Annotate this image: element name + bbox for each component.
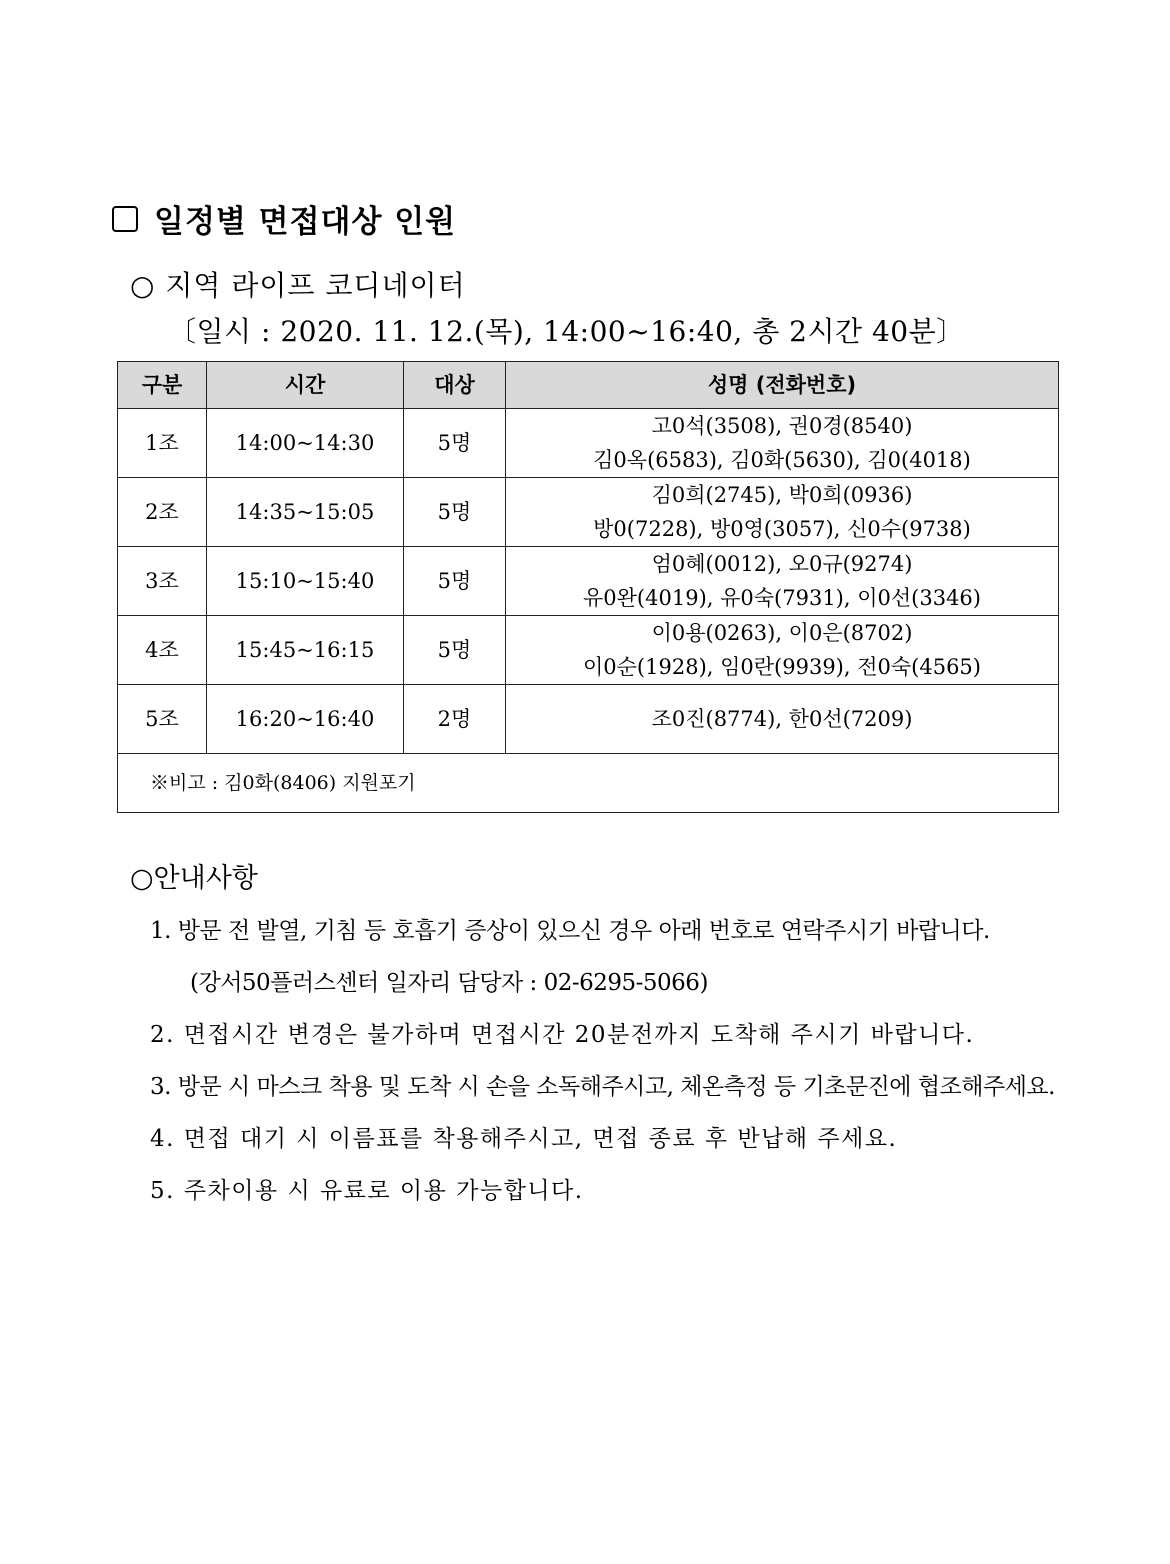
group-cell: 2조 bbox=[118, 478, 207, 547]
checkbox-square-icon bbox=[112, 206, 138, 232]
section-heading: 일정별 면접대상 인원 bbox=[154, 204, 457, 240]
guide-item: 1. 방문 전 발열, 기침 등 호흡기 증상이 있으신 경우 아래 번호로 연락주시기 바랍니다. bbox=[150, 918, 990, 944]
time-cell: 15:45~16:15 bbox=[207, 616, 404, 685]
names-line: 김0희(2745), 박0희(0936) bbox=[651, 483, 913, 507]
header-count: 대상 bbox=[404, 362, 506, 409]
interview-table bbox=[117, 361, 1059, 813]
names-line: 고0석(3508), 권0경(8540) bbox=[651, 414, 913, 438]
time-cell: 14:35~15:05 bbox=[207, 478, 404, 547]
time-cell: 14:00~14:30 bbox=[207, 409, 404, 478]
names-cell bbox=[506, 547, 1059, 616]
group-cell: 1조 bbox=[118, 409, 207, 478]
group-cell: 5조 bbox=[118, 685, 207, 754]
names-line: 엄0혜(0012), 오0규(9274) bbox=[651, 552, 913, 576]
guide-item: 2. 면접시간 변경은 불가하며 면접시간 20분전까지 도착해 주시기 바랍니다. bbox=[150, 1022, 975, 1048]
count-cell: 5명 bbox=[404, 616, 506, 685]
names-line: 조0진(8774), 한0선(7209) bbox=[651, 707, 913, 731]
guide-item: 5. 주차이용 시 유료로 이용 가능합니다. bbox=[150, 1178, 584, 1204]
names-line: 이0순(1928), 임0란(9939), 전0숙(4565) bbox=[583, 655, 981, 679]
guide-contact: (강서50플러스센터 일자리 담당자 : 02-6295-5066) bbox=[190, 970, 708, 996]
header-names: 성명 (전화번호) bbox=[506, 362, 1059, 409]
guide-item: 4. 면접 대기 시 이름표를 착용해주시고, 면접 종료 후 반납해 주세요. bbox=[150, 1126, 898, 1152]
names-cell bbox=[506, 409, 1059, 478]
table-row bbox=[118, 409, 1059, 478]
group-cell: 4조 bbox=[118, 616, 207, 685]
guide-title: ○안내사항 bbox=[130, 863, 258, 894]
table-row bbox=[118, 478, 1059, 547]
count-cell: 5명 bbox=[404, 409, 506, 478]
group-cell: 3조 bbox=[118, 547, 207, 616]
header-time: 시간 bbox=[207, 362, 404, 409]
section-title bbox=[112, 196, 456, 241]
job-subheading: ○ 지역 라이프 코디네이터 bbox=[130, 269, 466, 302]
names-cell bbox=[506, 685, 1059, 754]
guide-item: 3. 방문 시 마스크 착용 및 도착 시 손을 소독해주시고, 체온측정 등 기초문진에 협조해주세요. bbox=[150, 1074, 1055, 1100]
table-row bbox=[118, 616, 1059, 685]
names-cell bbox=[506, 478, 1059, 547]
time-cell: 15:10~15:40 bbox=[207, 547, 404, 616]
interview-schedule: 〔일시 : 2020. 11. 12.(목), 14:00~16:40, 총 2시간 40분〕 bbox=[168, 315, 965, 348]
names-line: 김0옥(6583), 김0화(5630), 김0(4018) bbox=[593, 448, 971, 472]
table-row bbox=[118, 547, 1059, 616]
names-line: 이0용(0263), 이0은(8702) bbox=[651, 621, 913, 645]
remark-note: ※비고 : 김0화(8406) 지원포기 bbox=[118, 754, 1059, 813]
table-header-row bbox=[118, 362, 1059, 409]
count-cell: 2명 bbox=[404, 685, 506, 754]
header-group: 구분 bbox=[118, 362, 207, 409]
table-row bbox=[118, 685, 1059, 754]
names-line: 방0(7228), 방0영(3057), 신0수(9738) bbox=[593, 517, 971, 541]
time-cell: 16:20~16:40 bbox=[207, 685, 404, 754]
names-cell bbox=[506, 616, 1059, 685]
count-cell: 5명 bbox=[404, 478, 506, 547]
guide-list bbox=[150, 912, 1110, 1224]
count-cell: 5명 bbox=[404, 547, 506, 616]
note-row bbox=[118, 754, 1059, 813]
names-line: 유0완(4019), 유0숙(7931), 이0선(3346) bbox=[583, 586, 981, 610]
